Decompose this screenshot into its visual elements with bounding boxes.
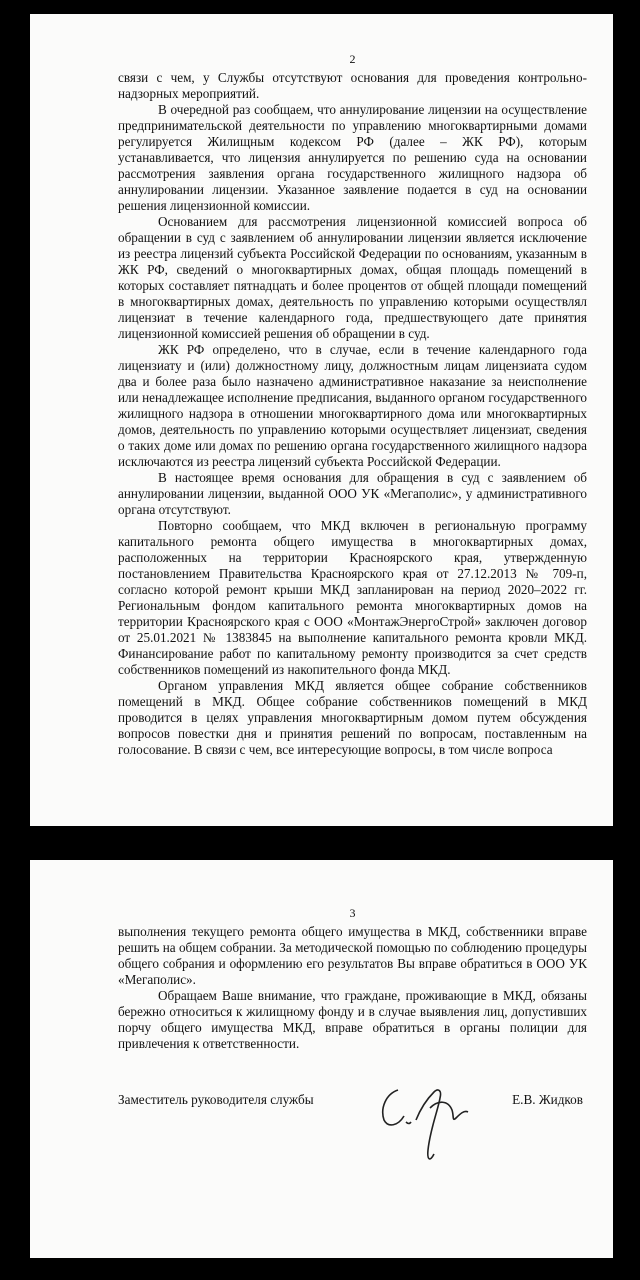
page-body	[118, 924, 587, 1052]
paragraph: Органом управления МКД является общее собрание собственников помещений в МКД. Общее собрание собственников помещений в МКД проводится в целях управления многоквартирным домом путем обсуждения вопросов повестки дня и принятия решений по вопросам, поставленным на голосование. В связи с чем, все интересующие вопросы, в том числе вопроса	[118, 678, 587, 757]
paragraph: Повторно сообщаем, что МКД включен в региональную программу капитального ремонта общего имущества в многоквартирных домах, расположенных на территории Красноярского края, утвержденную постановлением Правительства Красноярского края от 27.12.2013 № 709-п, согласно которой ремонт крыши МКД запланирован на период 2020–2022 гг. Региональным фондом капитального ремонта многоквартирных домов на территории Красноярского края с ООО «МонтажЭнергоСтрой» заключен договор от 25.01.2021 № 1383845 на выполнение капитального ремонта кровли МКД. Финансирование работ по капитальному ремонту производится за счет средств собственников помещений из накопительного фонда МКД.	[118, 518, 587, 677]
signatory-name: Е.В. Жидков	[512, 1092, 583, 1107]
paragraph: выполнения текущего ремонта общего имущества в МКД, собственники вправе решить на общем собрании. За методической помощью по соблюдению процедуры общего собрания и оформлению его результатов Вы вправе обратиться в ООО УК «Мегаполис».	[118, 924, 587, 987]
page-number: 2	[349, 52, 356, 66]
paragraph: связи с чем, у Службы отсутствуют основания для проведения контрольно-надзорных мероприятий.	[118, 70, 587, 101]
paragraph: В настоящее время основания для обращения в суд с заявлением об аннулировании лицензии, выданной ООО УК «Мегаполис», у административного органа отсутствуют.	[118, 470, 587, 517]
page-number: 3	[349, 906, 356, 920]
paragraph: ЖК РФ определено, что в случае, если в течение календарного года лицензиату и (или) должностному лицу, должностным лицам лицензиата судом два и более раза было назначено административное наказание за неисполнение или ненадлежащее исполнение предписания, выданного органом государственного жилищного надзора в отношении многоквартирного дома или многоквартирных домов, деятельность по управлению которыми осуществляет лицензиат, сведения о таких доме или домах по решению органа государственного жилищного надзора исключаются из реестра лицензий субъекта Российской Федерации.	[118, 342, 587, 469]
signatory-title: Заместитель руководителя службы	[118, 1092, 314, 1107]
signature-block	[118, 1070, 587, 1160]
handwritten-signature	[368, 1070, 488, 1170]
document-page-3	[30, 860, 613, 1258]
page-body	[118, 70, 587, 758]
document-page-2	[30, 14, 613, 826]
paragraph: Обращаем Ваше внимание, что граждане, проживающие в МКД, обязаны бережно относиться к жилищному фонду и в случае выявления лиц, допустивших порчу общего имущества МКД, вправе обратиться в органы полиции для привлечения к ответственности.	[118, 988, 587, 1051]
paragraph: В очередной раз сообщаем, что аннулирование лицензии на осуществление предпринимательской деятельности по управлению многоквартирными домами регулируется Жилищным кодексом РФ (далее – ЖК РФ), которым устанавливается, что лицензия аннулируется по решению суда на основании рассмотрения заявления органа государственного жилищного надзора об аннулировании лицензии. Указанное заявление подается в суд на основании решения лицензионной комиссии.	[118, 102, 587, 213]
paragraph: Основанием для рассмотрения лицензионной комиссией вопроса об обращении в суд с заявлением об аннулировании лицензии является исключение из реестра лицензий субъекта Российской Федерации по основаниям, указанным в ЖК РФ, сведений о многоквартирных домах, общая площадь помещений в которых составляет пятнадцать и более процентов от общей площади помещений в многоквартирных домах, деятельность по управлению которыми осуществлял лицензиат в течение календарного года, предшествующего дате принятия лицензионной комиссией решения об обращении в суд.	[118, 214, 587, 341]
